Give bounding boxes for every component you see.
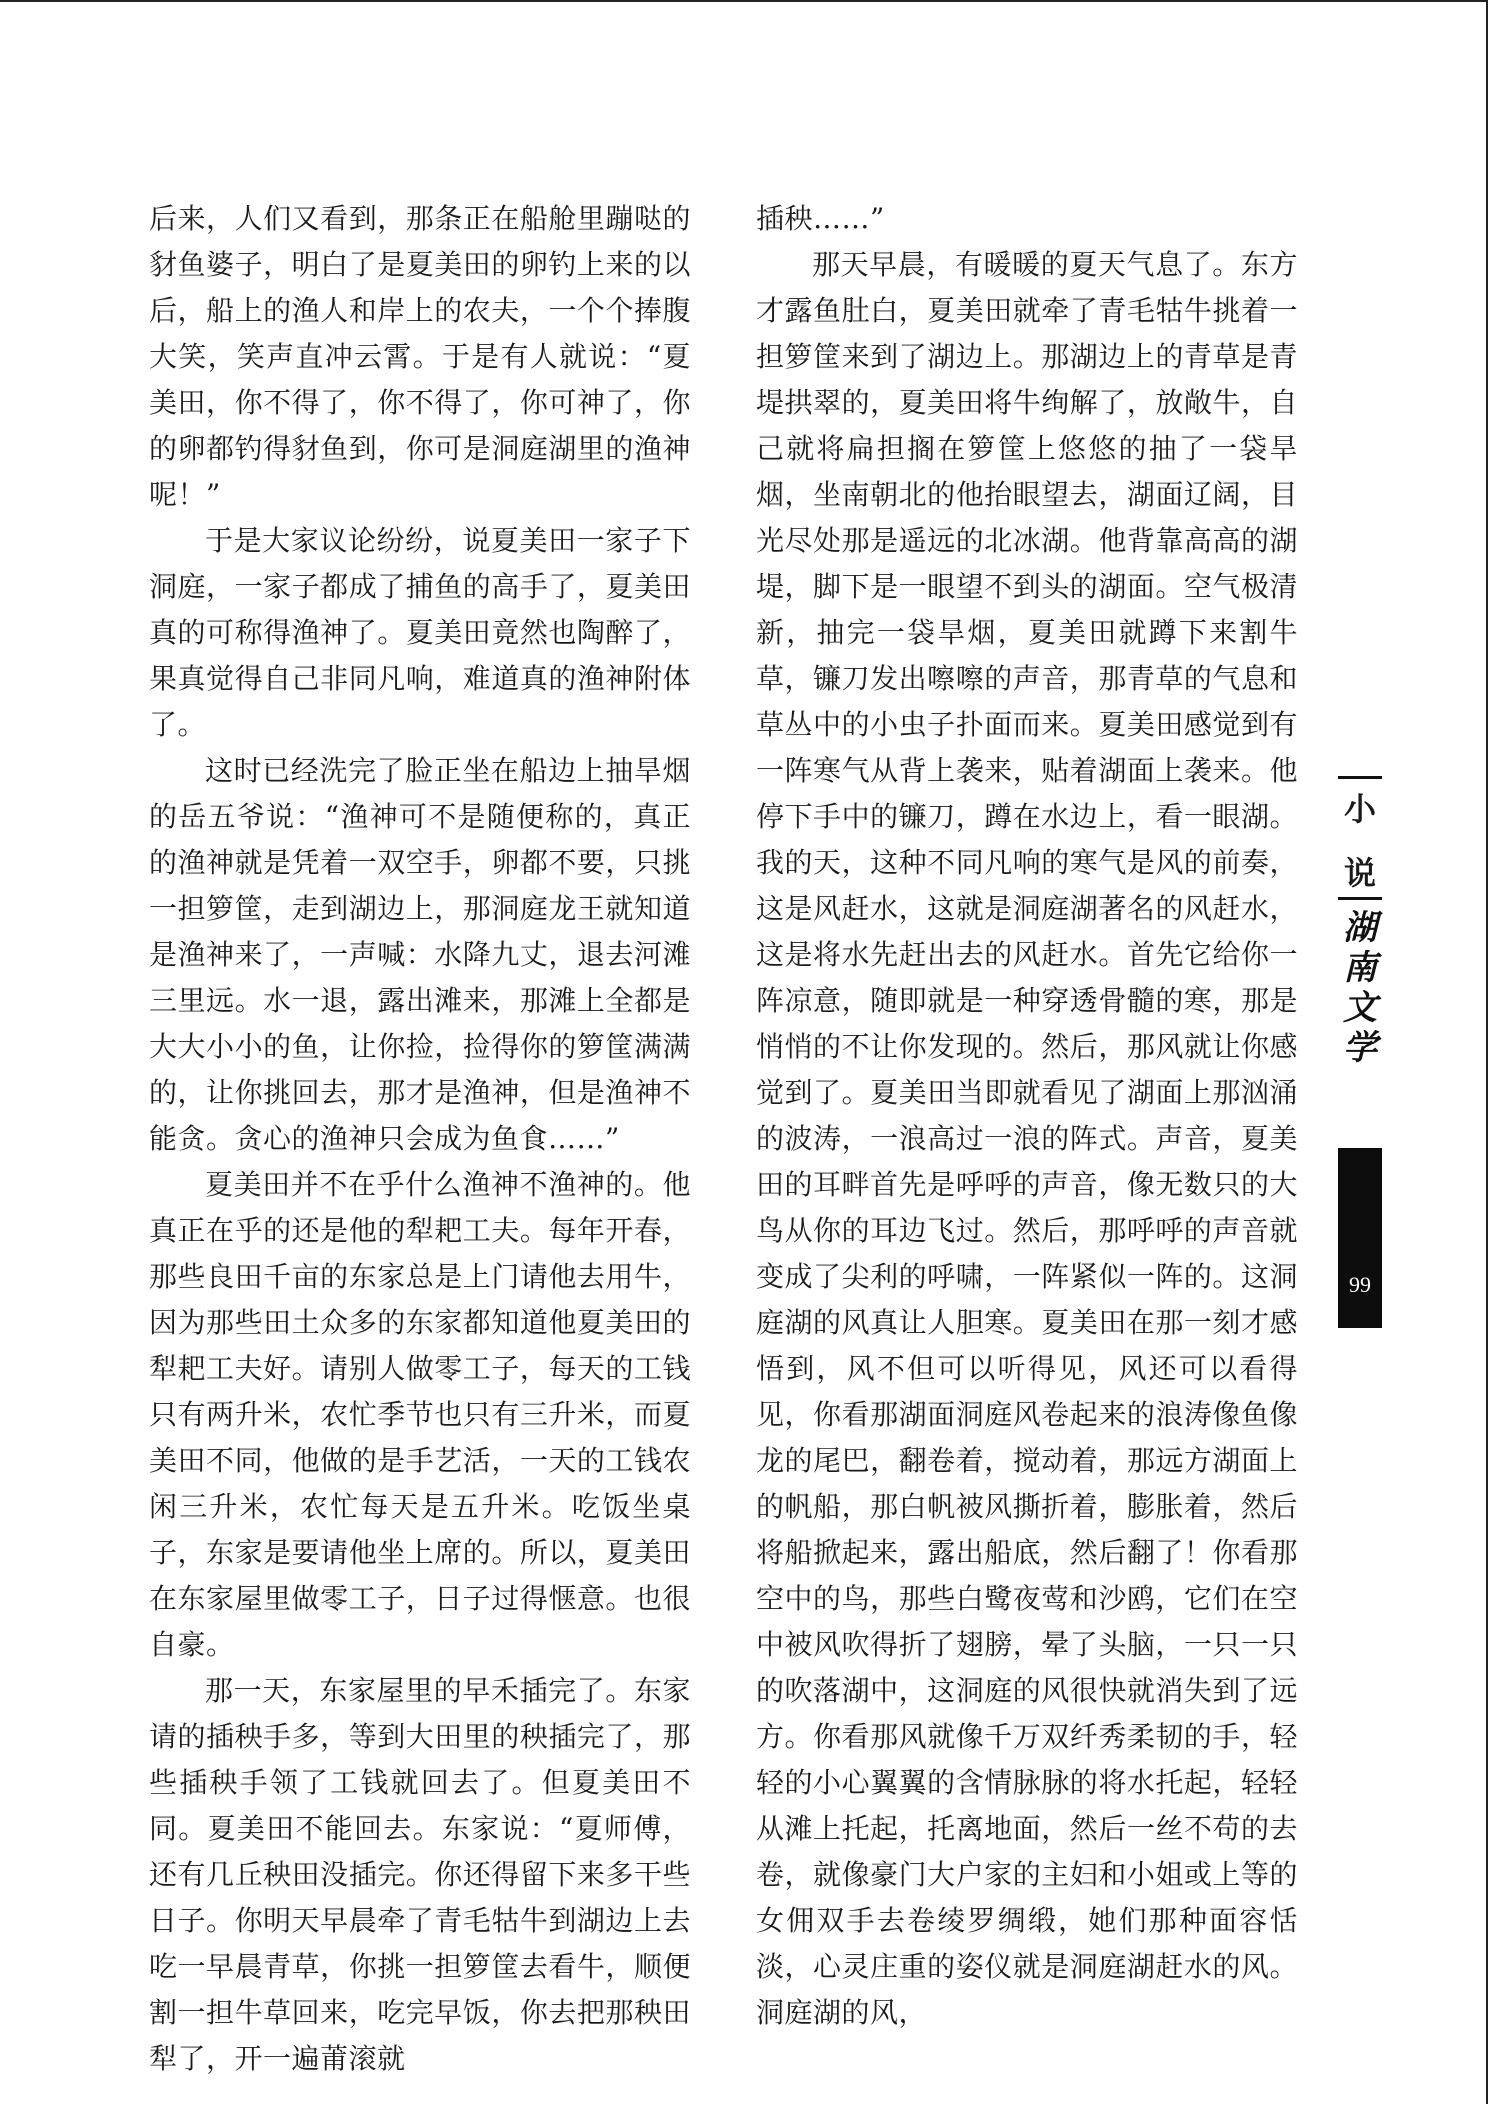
tab-divider-line <box>1338 897 1382 900</box>
page-number-block <box>1338 1148 1382 1328</box>
paragraph: 后来，人们又看到，那条正在船舱里蹦哒的豺鱼婆子，明白了是夏美田的卵钓上来的以后，船上的渔人和岸上的农夫，一个个捧腹大笑，笑声直冲云霄。于是有人就说：“夏美田，你不得了，你不得了，你可神了，你的卵都钓得豺鱼到，你可是洞庭湖里的渔神呢！” <box>149 202 691 511</box>
section-char: 小 <box>1343 790 1376 828</box>
logo-char: 学 <box>1343 1028 1377 1068</box>
paragraph: 那一天，东家屋里的早禾插完了。东家请的插秧手多，等到大田里的秧插完了，那些插秧手领了工钱就回去了。但夏美田不同。夏美田不能回去。东家说：“夏师傅，还有几丘秧田没插完。你还得留下来多干些日子。你明天早晨牵了青毛牯牛到湖边上去吃一早晨青草，你挑一担箩筐去看牛，顺便割一担牛草回来，吃完早饭，你去把那秧田犁了，开一遍莆滚就 <box>149 1674 691 2075</box>
logo-char: 文 <box>1343 988 1377 1028</box>
section-tab <box>1338 776 1382 1068</box>
tab-divider-line <box>1338 776 1382 779</box>
paragraph: 插秧……” <box>756 202 885 235</box>
logo-char: 湖 <box>1343 908 1377 948</box>
logo-char: 南 <box>1343 948 1377 988</box>
paragraph: 夏美田并不在乎什么渔神不渔神的。他真正在乎的还是他的犁耙工夫。每年开春，那些良田千亩的东家总是上门请他去用牛，因为那些田土众多的东家都知道他夏美田的犁耙工夫好。请别人做零工子，每天的工钱只有两升米，农忙季节也只有三升米，而夏美田不同，他做的是手艺活，一天的工钱农闲三升米，农忙每天是五升米。吃饭坐桌子，东家是要请他坐上席的。所以，夏美田在东家屋里做零工子，日子过得惬意。也很自豪。 <box>149 1168 691 1661</box>
paragraph: 于是大家议论纷纷，说夏美田一家子下洞庭，一家子都成了捕鱼的高手了，夏美田真的可称得渔神了。夏美田竟然也陶醉了，果真觉得自己非同凡响，难道真的渔神附体了。 <box>149 524 691 741</box>
page-number: 99 <box>1349 1272 1371 1297</box>
journal-logo <box>1338 908 1382 1068</box>
paragraph: 这时已经洗完了脸正坐在船边上抽旱烟的岳五爷说：“渔神可不是随便称的，真正的渔神就是凭着一双空手，卵都不要，只挑一担箩筐，走到湖边上，那洞庭龙王就知道是渔神来了，一声喊：水降九丈，退去河滩三里远。水一退，露出滩来，那滩上全都是大大小小的鱼，让你捡，捡得你的箩筐满满的，让你挑回去，那才是渔神，但是渔神不能贪。贪心的渔神只会成为鱼食……” <box>149 754 691 1155</box>
section-char: 说 <box>1343 854 1376 892</box>
right-text-column <box>756 196 1298 2036</box>
page-border-top <box>0 0 1488 2</box>
paragraph: 那天早晨，有暖暖的夏天气息了。东方才露鱼肚白，夏美田就牵了青毛牯牛挑着一担箩筐来到了湖边上。那湖边上的青草是青堤拱翠的，夏美田将牛绚解了，放敞牛，自己就将扁担搁在箩筐上悠悠的抽了一袋旱烟，坐南朝北的他抬眼望去，湖面辽阔，目光尽处那是遥远的北冰湖。他背靠高高的湖堤，脚下是一眼望不到头的湖面。空气极清新，抽完一袋旱烟，夏美田就蹲下来割牛草，镰刀发出嚓嚓的声音，那青草的气息和草丛中的小虫子扑面而来。夏美田感觉到有一阵寒气从背上袭来，贴着湖面上袭来。他停下手中的镰刀，蹲在水边上，看一眼湖。我的天，这种不同凡响的寒气是风的前奏，这是风赶水，这就是洞庭湖著名的风赶水，这是将水先赶出去的风赶水。首先它给你一阵凉意，随即就是一种穿透骨髓的寒，那是悄悄的不让你发现的。然后，那风就让你感觉到了。夏美田当即就看见了湖面上那汹涌的波涛，一浪高过一浪的阵式。声音，夏美田的耳畔首先是呼呼的声音，像无数只的大鸟从你的耳边飞过。然后，那呼呼的声音就变成了尖利的呼啸，一阵紧似一阵的。这洞庭湖的风真让人胆寒。夏美田在那一刻才感悟到，风不但可以听得见，风还可以看得见，你看那湖面洞庭风卷起来的浪涛像鱼像龙的尾巴，翻卷着，搅动着，那远方湖面上的帆船，那白帆被风撕折着，膨胀着，然后将船掀起来，露出船底，然后翻了！你看那空中的鸟，那些白鹭夜莺和沙鸥，它们在空中被风吹得折了翅膀，晕了头脑，一只一只的吹落湖中，这洞庭的风很快就消失到了远方。你看那风就像千万双纤秀柔韧的手，轻轻的小心翼翼的含情脉脉的将水托起，轻轻从滩上托起，托离地面，然后一丝不苟的去卷，就像豪门大户家的主妇和小姐或上等的女佣双手去卷绫罗绸缎，她们那种面容恬淡，心灵庄重的姿仪就是洞庭湖赶水的风。洞庭湖的风， <box>756 248 1298 2029</box>
left-text-column <box>149 196 691 2082</box>
